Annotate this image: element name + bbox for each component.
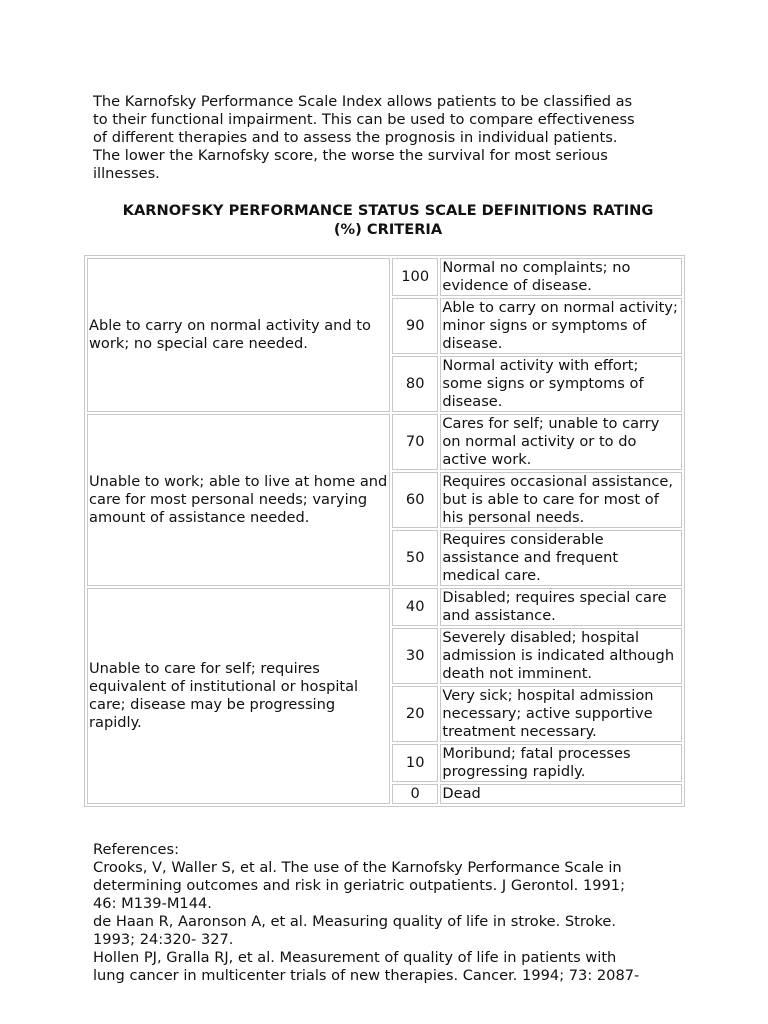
- definition-cell: Dead: [440, 784, 682, 804]
- score-cell: 40: [392, 588, 438, 626]
- definition-cell: Moribund; fatal processes progressing rapidly.: [440, 744, 682, 782]
- score-cell: 100: [392, 258, 438, 296]
- definition-cell: Cares for self; unable to carry on normal activity or to do active work.: [440, 414, 682, 470]
- intro-line: of different therapies and to assess the prognosis in individual patients.: [93, 129, 618, 146]
- score-cell: 90: [392, 298, 438, 354]
- definition-cell: Very sick; hospital admission necessary; active supportive treatment necessary.: [440, 686, 682, 742]
- table-row: [87, 414, 682, 470]
- score-cell: 60: [392, 472, 438, 528]
- table-heading: [88, 201, 688, 239]
- table-heading-line: KARNOFSKY PERFORMANCE STATUS SCALE DEFINITIONS RATING: [122, 202, 654, 219]
- reference-line: 1993; 24:320- 327.: [93, 931, 234, 948]
- reference-line: Crooks, V, Waller S, et al. The use of the Karnofsky Performance Scale in: [93, 859, 622, 876]
- intro-paragraph: [93, 93, 683, 183]
- score-cell: 80: [392, 356, 438, 412]
- definition-cell: Normal no complaints; no evidence of disease.: [440, 258, 682, 296]
- definition-cell: Requires occasional assistance, but is able to care for most of his personal needs.: [440, 472, 682, 528]
- score-cell: 50: [392, 530, 438, 586]
- score-cell: 30: [392, 628, 438, 684]
- category-cell: Unable to care for self; requires equivalent of institutional or hospital care; disease may be progressing rapidly.: [87, 588, 390, 804]
- reference-line: lung cancer in multicenter trials of new therapies. Cancer. 1994; 73: 2087-: [93, 967, 640, 984]
- score-cell: 70: [392, 414, 438, 470]
- intro-line: The lower the Karnofsky score, the worse the survival for most serious: [93, 147, 608, 164]
- intro-line: illnesses.: [93, 165, 160, 182]
- table-row: [87, 588, 682, 626]
- intro-line: to their functional impairment. This can be used to compare effectiveness: [93, 111, 635, 128]
- intro-line: The Karnofsky Performance Scale Index allows patients to be classified as: [93, 93, 633, 110]
- score-cell: 20: [392, 686, 438, 742]
- definition-cell: Severely disabled; hospital admission is indicated although death not imminent.: [440, 628, 682, 684]
- definition-cell: Disabled; requires special care and assistance.: [440, 588, 682, 626]
- reference-line: de Haan R, Aaronson A, et al. Measuring quality of life in stroke. Stroke.: [93, 913, 617, 930]
- table-heading-line: (%) CRITERIA: [333, 221, 443, 238]
- category-cell: Able to carry on normal activity and to work; no special care needed.: [87, 258, 390, 412]
- definition-cell: Requires considerable assistance and frequent medical care.: [440, 530, 682, 586]
- reference-line: determining outcomes and risk in geriatric outpatients. J Gerontol. 1991;: [93, 877, 626, 894]
- table-row: [87, 258, 682, 296]
- reference-line: 46: M139-M144.: [93, 895, 212, 912]
- reference-line: Hollen PJ, Gralla RJ, et al. Measurement of quality of life in patients with: [93, 949, 617, 966]
- references-label: References:: [93, 841, 180, 858]
- score-cell: 10: [392, 744, 438, 782]
- references-section: [93, 841, 683, 985]
- category-cell: Unable to work; able to live at home and care for most personal needs; varying amount of assistance needed.: [87, 414, 390, 586]
- definition-cell: Able to carry on normal activity; minor signs or symptoms of disease.: [440, 298, 682, 354]
- definition-cell: Normal activity with effort; some signs or symptoms of disease.: [440, 356, 682, 412]
- score-cell: 0: [392, 784, 438, 804]
- karnofsky-table: [84, 255, 685, 807]
